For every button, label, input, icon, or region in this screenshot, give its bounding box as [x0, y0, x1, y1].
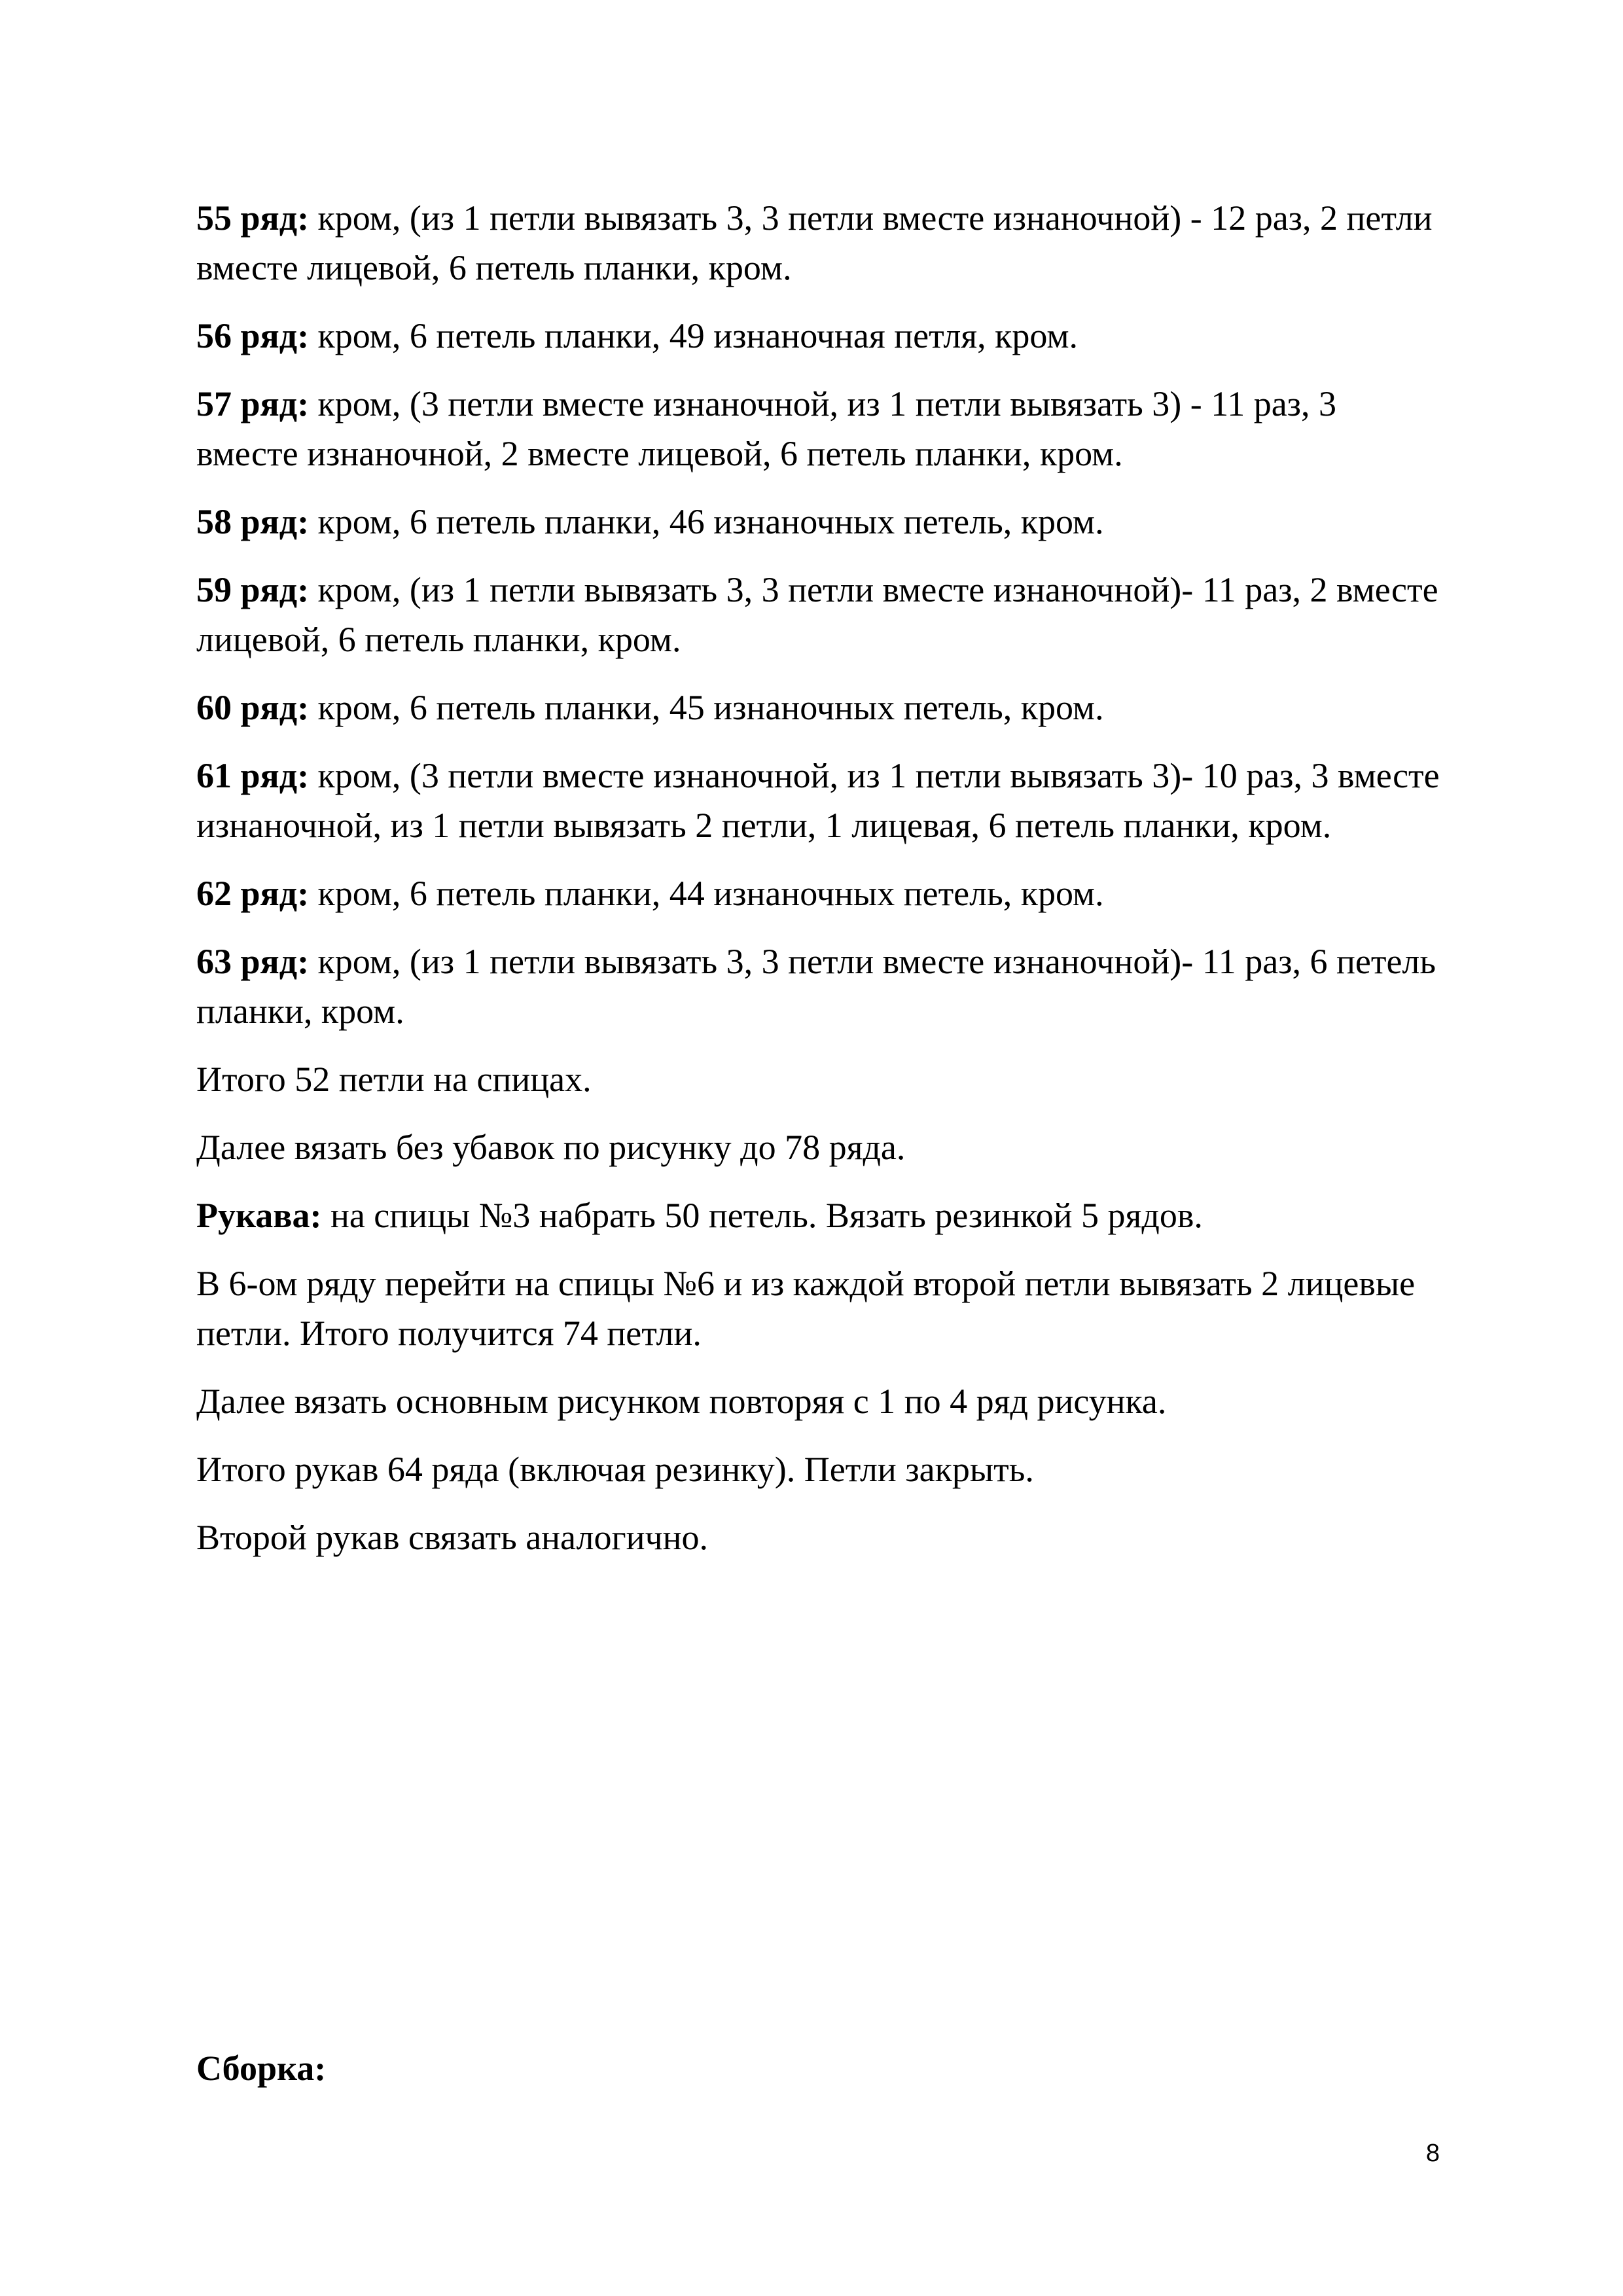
second-sleeve-paragraph: Второй рукав связать аналогично. [196, 1518, 709, 1557]
row-63-paragraph [196, 937, 1440, 1036]
sleeves-paragraph [196, 1191, 1440, 1240]
row-label: 55 ряд: [196, 198, 310, 238]
page-number: 8 [1425, 2140, 1440, 2167]
row-label: 57 ряд: [196, 384, 310, 423]
row-instructions: кром, (3 петли вместе изнаночной, из 1 петли вывязать 3)- 10 раз, 3 вместе изнаночной, из 1 петли вывязать 2 петли, 1 лицевая, 6 петель планки, кром. [196, 756, 1440, 845]
row-60-paragraph [196, 683, 1440, 732]
row-label: 58 ряд: [196, 502, 310, 541]
sleeve-pattern-paragraph: Далее вязать основным рисунком повторяя с 1 по 4 ряд рисунка. [196, 1382, 1167, 1421]
row-62-paragraph [196, 869, 1440, 918]
page-body [196, 193, 1440, 1581]
row-instructions: кром, 6 петель планки, 46 изнаночных петель, кром. [309, 502, 1104, 541]
row-57-paragraph [196, 379, 1440, 478]
row-59-paragraph [196, 565, 1440, 664]
row-label: 56 ряд: [196, 316, 310, 355]
row-label: 59 ряд: [196, 570, 310, 609]
row-55-paragraph [196, 193, 1440, 293]
row-58-paragraph [196, 497, 1440, 547]
row-instructions: кром, 6 петель планки, 44 изнаночных петель, кром. [309, 874, 1104, 913]
continue-paragraph: Далее вязать без убавок по рисунку до 78 ряда. [196, 1128, 906, 1167]
sleeve-row6-paragraph: В 6-ом ряду перейти на спицы №6 и из каждой второй петли вывязать 2 лицевые петли. Итого получится 74 петли. [196, 1264, 1416, 1353]
sleeves-label: Рукава: [196, 1196, 322, 1235]
assembly-heading: Сборка: [196, 2049, 327, 2088]
row-61-paragraph [196, 751, 1440, 850]
sleeves-instructions: на спицы №3 набрать 50 петель. Вязать резинкой 5 рядов. [321, 1196, 1203, 1235]
row-label: 60 ряд: [196, 688, 310, 727]
row-label: 62 ряд: [196, 874, 310, 913]
row-instructions: кром, 6 петель планки, 49 изнаночная петля, кром. [309, 316, 1079, 355]
row-instructions: кром, (из 1 петли вывязать 3, 3 петли вместе изнаночной)- 11 раз, 2 вместе лицевой, 6 петель планки, кром. [196, 570, 1438, 659]
row-label: 61 ряд: [196, 756, 310, 795]
row-label: 63 ряд: [196, 942, 310, 981]
row-instructions: кром, (из 1 петли вывязать 3, 3 петли вместе изнаночной)- 11 раз, 6 петель планки, кром. [196, 942, 1436, 1031]
row-instructions: кром, (из 1 петли вывязать 3, 3 петли вместе изнаночной) - 12 раз, 2 петли вместе лицевой, 6 петель планки, кром. [196, 198, 1433, 287]
row-instructions: кром, 6 петель планки, 45 изнаночных петель, кром. [309, 688, 1104, 727]
stitch-total-paragraph: Итого 52 петли на спицах. [196, 1060, 592, 1099]
row-instructions: кром, (3 петли вместе изнаночной, из 1 петли вывязать 3) - 11 раз, 3 вместе изнаночной, 2 вместе лицевой, 6 петель планки, кром. [196, 384, 1337, 473]
sleeve-total-paragraph: Итого рукав 64 ряда (включая резинку). Петли закрыть. [196, 1450, 1034, 1489]
row-56-paragraph [196, 311, 1440, 361]
